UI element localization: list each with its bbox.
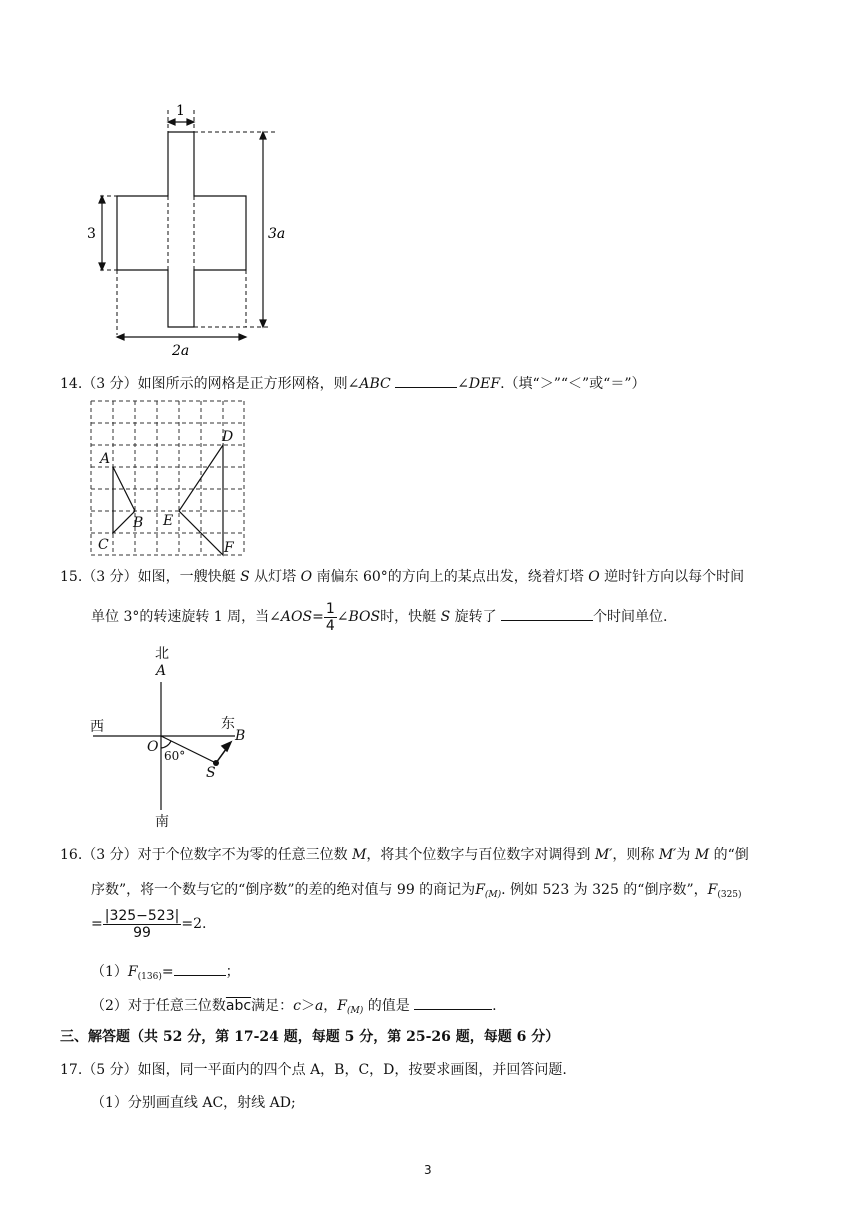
label-3a: 3a xyxy=(268,226,286,242)
section-3-heading: 三、解答题（共 52 分，第 17-24 题，每题 5 分，第 25-26 题，每题 6 分） xyxy=(60,1029,560,1045)
point-a-label: A xyxy=(156,663,167,679)
cross-outline xyxy=(117,132,246,327)
label-3: 3 xyxy=(87,226,96,242)
page-number: 3 xyxy=(424,1163,432,1177)
point-s-label: S xyxy=(206,765,216,781)
point-b-label: B xyxy=(235,728,246,744)
answer-blank-14[interactable] xyxy=(395,372,457,388)
point-c-label: C xyxy=(98,537,109,553)
question-16-line-3: = $\frac{|325-523|}{99}$ =2. xyxy=(91,907,207,941)
question-16-sub-1: $(1)F_{(136)}=$ ； xyxy=(91,960,240,987)
answer-blank-16-1[interactable] xyxy=(174,960,226,976)
question-14: 14.（3 分）如图所示的网格是正方形网格，则∠ABC ∠DEF.（填“＞”“＜”或“＝”） xyxy=(60,372,646,394)
figure-15-compass xyxy=(85,640,265,832)
point-d-label: D xyxy=(222,429,234,445)
triangle-abc xyxy=(113,467,135,533)
question-16-sub-2: （2）对于任意三位数$\overline{abc}$满足：c＞a，$F_{(M)}$ 的值是 . xyxy=(91,994,497,1021)
north-label: 北 xyxy=(155,646,169,662)
point-e-label: E xyxy=(163,513,174,529)
question-15-line-1: 15.（3 分）如图，一艘快艇 S 从灯塔 O 南偏东 60°的方向上的某点出发，绕着灯塔 O 逆时针方向以每个时间 xyxy=(60,569,745,585)
answer-blank-15[interactable] xyxy=(501,605,593,621)
south-label: 南 xyxy=(155,814,169,830)
point-a-label: A xyxy=(100,451,111,467)
question-16-line-2: 序数”，将一个数与它的“倒序数”的差的绝对值与 99 的商记为$F_{(M)}$. 例如 523 为 325 的“倒序数”，$F_{(325)}$ xyxy=(91,882,742,900)
fraction-f325: $\frac{|325-523|}{99}$ xyxy=(104,907,180,941)
fraction-one-quarter: $\frac{1}{4}$ xyxy=(325,600,335,634)
east-label: 东 xyxy=(221,716,235,732)
angle-60-label: 60° xyxy=(164,749,186,763)
question-17-sub-1: （1）分别画直线 AC，射线 AD; xyxy=(91,1095,296,1111)
question-15-line-2: 单位 3°的转速旋转 1 周，当∠AOS= $\frac{1}{4}$ ∠BOS时，快艇 S 旋转了 个时间单位. xyxy=(91,600,668,634)
point-o-label: O xyxy=(147,739,159,755)
figure-13-cross-net xyxy=(80,95,300,355)
question-16-line-1: 16.（3 分）对于个位数字不为零的任意三位数 M，将其个位数字与百位数字对调得到 M′，则称 M′为 M 的“倒 xyxy=(60,847,749,863)
answer-blank-16-2[interactable] xyxy=(414,994,492,1010)
point-f-label: F xyxy=(224,540,234,556)
figure-14-grid xyxy=(85,396,255,558)
label-2a: 2a xyxy=(172,343,190,355)
question-17: 17.（5 分）如图，同一平面内的四个点 A，B，C，D，按要求画图，并回答问题. xyxy=(60,1062,567,1078)
point-b-label: B xyxy=(133,515,144,531)
label-1: 1 xyxy=(176,103,185,119)
west-label: 西 xyxy=(90,719,104,735)
